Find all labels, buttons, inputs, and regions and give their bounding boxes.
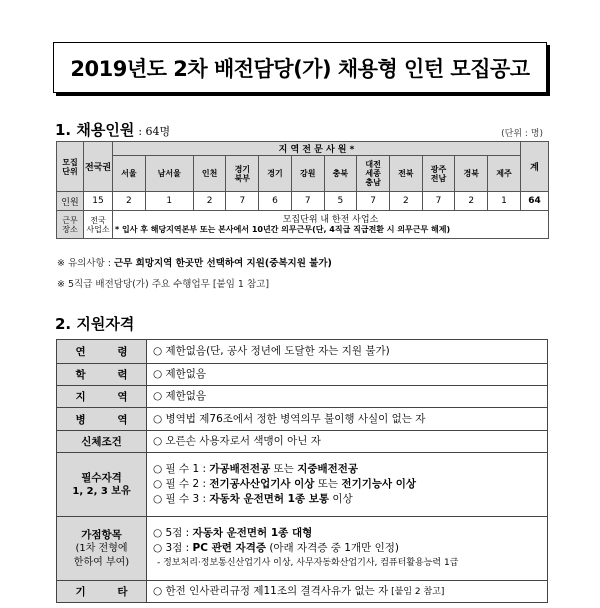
national-count: 15 [84,192,113,211]
region-header: 경기 [259,156,292,192]
unit-header: 모집 단위 [57,142,84,192]
bonus-value [147,517,548,581]
page-title-box [53,42,547,93]
region-count: 7 [226,192,259,211]
note-duties: ※ 5직급 배전담당(가) 주요 수행업무 [붙임 1 참고] [57,279,270,290]
bonus-3: - 정보처리·정보통신산업기사 이상, 사무자동화산업기사, 컴퓨터활용능력 1급 [157,558,459,568]
body-condition-label: 신체조건 [57,431,147,453]
region-header: 경기 북부 [226,156,259,192]
region-count: 2 [455,192,488,211]
education-value: ○ 제한없음 [147,364,548,386]
section1-subtitle: : 64명 [138,125,171,138]
region-header: 강원 [291,156,324,192]
region-count: 7 [291,192,324,211]
section1-heading: 1. 채용인원 : 64명 [55,121,171,139]
region-header: 제주 [488,156,521,192]
place-national: 전국 사업소 [84,211,113,239]
bonus-2: ○ 3점 : PC 관련 자격증 (아래 자격증 중 1개만 인정) [153,542,399,554]
national-header: 전국권 [84,142,113,192]
region-count: 1 [145,192,193,211]
region-count: 7 [357,192,390,211]
unit-label: (단위 : 명) [501,129,543,139]
section2-heading: 2. 지원자격 [55,315,135,333]
age-value: ○ 제한없음(단, 공사 정년에 도달한 자는 지원 불가) [147,340,548,364]
age-label: 연 령 [57,340,147,364]
region-count: 5 [324,192,357,211]
bonus-label: 가점항목 (1차 전형에 한하여 부여) [57,517,147,581]
place-label: 근무 장소 [57,211,84,239]
note-caution: ※ 유의사항 : 근무 희망지역 한곳만 선택하여 지원(중복지원 불가) [57,258,332,269]
region-header: 대전 세종 충남 [357,156,390,192]
required-3: ○ 필 수 3 : 자동차 운전면허 1종 보통 이상 [153,493,353,505]
total-header: 계 [521,142,549,192]
qualification-table [56,339,548,603]
bonus-1: ○ 5점 : 자동차 운전면허 1종 대형 [153,527,313,539]
recruitment-table [56,141,549,239]
region-header: 광주 전남 [422,156,455,192]
count-row-label: 인원 [57,192,84,211]
region-count: 1 [488,192,521,211]
region-header: 경북 [455,156,488,192]
place-description: 모집단위 내 한전 사업소 * 입사 후 해당지역본부 또는 본사에서 10년간 의무근무(단, 4직급 직급전환 시 의무근무 해제) [113,211,549,239]
body-condition-value: ○ 오른손 사용자로서 색맹이 아닌 자 [147,431,548,453]
region-header: 인천 [193,156,226,192]
page-title: 2019년도 2차 배전담당(가) 채용형 인턴 모집공고 [70,56,530,81]
region-count: 2 [389,192,422,211]
other-label: 기 타 [57,581,147,603]
required-2: ○ 필 수 2 : 전기공사산업기사 이상 또는 전기기능사 이상 [153,478,417,490]
other-value: ○ 한전 인사관리규정 제11조의 결격사유가 없는 자 [붙임 2 참고] [147,581,548,603]
region-count: 2 [113,192,146,211]
region-header: 남서울 [145,156,193,192]
military-value: ○ 병역법 제76조에서 정한 병역의무 불이행 사실이 없는 자 [147,408,548,431]
region-header: 충북 [324,156,357,192]
region-value: ○ 제한없음 [147,386,548,408]
military-label: 병 역 [57,408,147,431]
region-header: 서울 [113,156,146,192]
regional-group-header: 지 역 전 문 사 원 * [113,142,521,156]
region-header: 전북 [389,156,422,192]
region-count: 7 [422,192,455,211]
required-qual-label: 필수자격 1, 2, 3 보유 [57,453,147,517]
total-count: 64 [521,192,549,211]
education-label: 학 력 [57,364,147,386]
region-count: 6 [259,192,292,211]
region-count: 2 [193,192,226,211]
required-1: ○ 필 수 1 : 가공배전전공 또는 지중배전전공 [153,463,359,475]
region-label: 지 역 [57,386,147,408]
required-qual-value [147,453,548,517]
